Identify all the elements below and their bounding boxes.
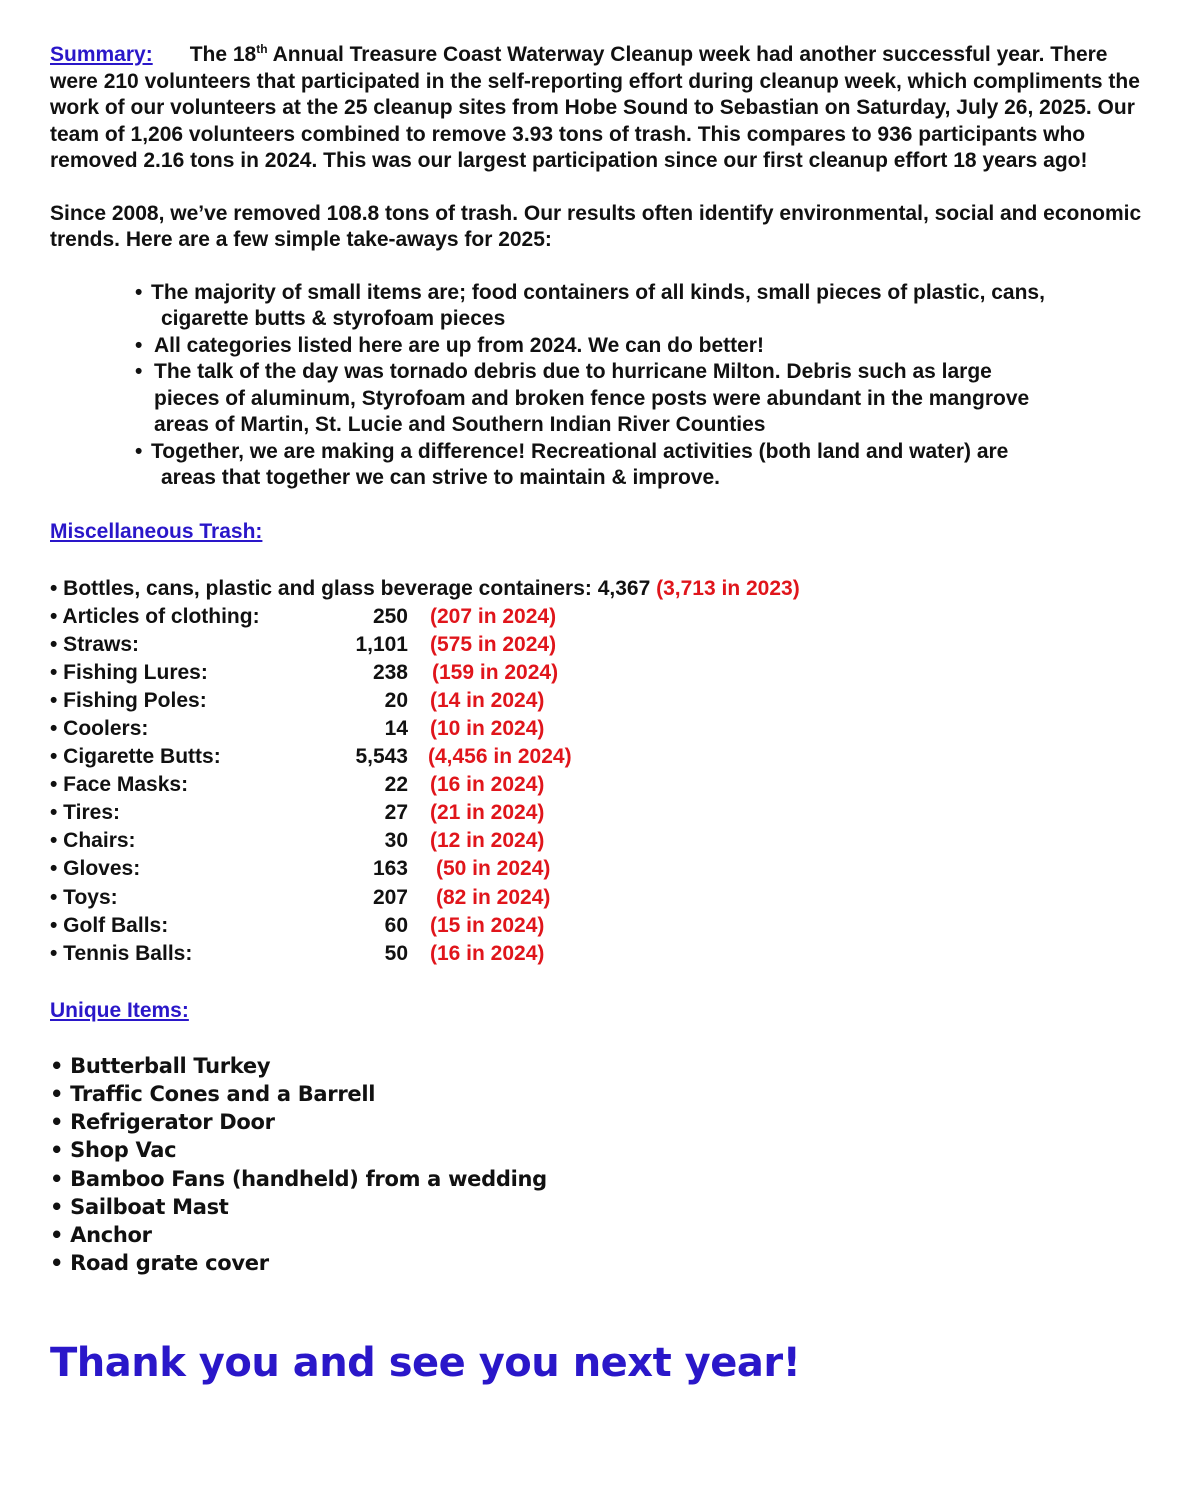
summary-intro-a: The 18 [189,43,257,66]
unique-section [50,998,1160,1024]
misc-row-label: • Cigarette Butts: [50,745,221,769]
misc-row-value: 30 [384,829,408,853]
misc-row-label: • Golf Balls: [50,913,169,937]
summary-intro-sup: th [256,42,268,56]
summary-heading: Summary: [50,43,153,66]
misc-row [50,855,1160,883]
misc-row [50,771,1160,799]
misc-row-label: • Coolers: [50,716,149,740]
misc-row-label: • Toys: [50,885,118,909]
misc-row [50,884,1160,912]
misc-row [50,715,1160,743]
summary-intro-b: Annual Treasure Coast Waterway Cleanup week had another successful year. There were 210 volunteers that participated in the self-reporting effort during cleanup week, which compliments the work of our volunteers at the 25 cleanup sites from Hobe Sound to Sebastian on Saturday, July 26, 2025. Our team of 1,206 volunteers combined to remove 3.93 tons of trash. This compares to 936 participants who removed 2.16 tons in 2024. This was our largest participation since our first cleanup effort 18 years ago! [50,43,1140,172]
misc-row-label: • Chairs: [50,829,136,853]
misc-row-previous: (12 in 2024) [430,829,545,853]
misc-row-previous: (4,456 in 2024) [428,745,572,769]
misc-row-value: 5,543 [355,745,408,769]
misc-row-label: • Straws: [50,632,140,656]
misc-row-value: 27 [384,801,408,825]
unique-item: • Butterball Turkey [50,1053,271,1078]
takeaways-list [50,280,1160,492]
misc-row-label: • Fishing Poles: [50,688,207,712]
unique-items-list [50,1052,1160,1278]
misc-row-label: • Tennis Balls: [50,941,193,965]
unique-item: • Traffic Cones and a Barrell [50,1082,376,1107]
misc-row-previous: (159 in 2024) [432,660,559,684]
misc-row-previous: (50 in 2024) [436,857,551,881]
misc-row-beverage: • Bottles, cans, plastic and glass beverage containers: 4,367 (3,713 in 2023) [50,576,800,600]
closing-message: Thank you and see you next year! [50,1340,801,1387]
misc-trash-list [50,575,1160,968]
since-paragraph: Since 2008, we’ve removed 108.8 tons of trash. Our results often identify environmental, social and economic trends. Here are a few simple take-aways for 2025: [50,201,1142,251]
unique-item: • Road grate cover [50,1251,269,1276]
misc-row-label: • Gloves: [50,857,141,881]
misc-row [50,940,1160,968]
unique-item: • Sailboat Mast [50,1194,229,1219]
misc-row-previous: (575 in 2024) [430,632,557,656]
misc-row [50,687,1160,715]
misc-row [50,827,1160,855]
misc-row-label: • Tires: [50,801,120,825]
misc-row-previous: (10 in 2024) [430,716,545,740]
misc-row-value: 238 [372,660,408,684]
takeaway-item: • The talk of the day was tornado debris due to hurricane Milton. Debris such as large pieces of aluminum, Styrofoam and broken fence posts were abundant in the mangrove areas of Martin, St. Lucie and Southern Indian River Counties [135,360,1030,436]
misc-row [50,743,1160,771]
misc-row-value: 60 [384,913,408,937]
misc-section [50,519,1160,545]
misc-row-label: • Articles of clothing: [50,604,260,628]
misc-row-value: 50 [384,941,408,965]
misc-row [50,659,1160,687]
misc-row-value: 1,101 [355,632,408,656]
misc-row-previous: (14 in 2024) [430,688,545,712]
misc-row-value: 14 [384,716,408,740]
unique-item: • Shop Vac [50,1138,177,1163]
misc-row-previous: (207 in 2024) [430,604,557,628]
misc-row-label: • Face Masks: [50,773,189,797]
unique-item: • Bamboo Fans (handheld) from a wedding [50,1166,547,1191]
misc-row-previous: (15 in 2024) [430,913,545,937]
misc-row-value: 163 [372,857,408,881]
takeaway-item: • Together, we are making a difference! Recreational activities (both land and water) are areas that together we can strive to maintain & improve. [135,439,1009,489]
summary-paragraph [50,42,1160,175]
unique-heading: Unique Items: [50,998,189,1022]
misc-row-value: 207 [372,885,408,909]
takeaway-item: • The majority of small items are; food containers of all kinds, small pieces of plastic, cans, cigarette butts & styrofoam pieces [135,280,1045,330]
unique-item: • Refrigerator Door [50,1110,275,1135]
misc-row [50,912,1160,940]
misc-row-previous: (21 in 2024) [430,801,545,825]
misc-row-previous: (16 in 2024) [430,773,545,797]
misc-row-value: 22 [384,773,408,797]
misc-row [50,631,1160,659]
document-page [50,42,1160,1387]
misc-row-label: • Fishing Lures: [50,660,208,684]
misc-row [50,603,1160,631]
misc-row-value: 20 [384,688,408,712]
unique-item: • Anchor [50,1223,152,1248]
misc-heading: Miscellaneous Trash: [50,519,263,543]
misc-row-value: 250 [372,604,408,628]
misc-row-previous: (16 in 2024) [430,941,545,965]
misc-row [50,799,1160,827]
takeaway-item: • All categories listed here are up from 2024. We can do better! [135,333,764,357]
misc-row-previous: (82 in 2024) [436,885,551,909]
